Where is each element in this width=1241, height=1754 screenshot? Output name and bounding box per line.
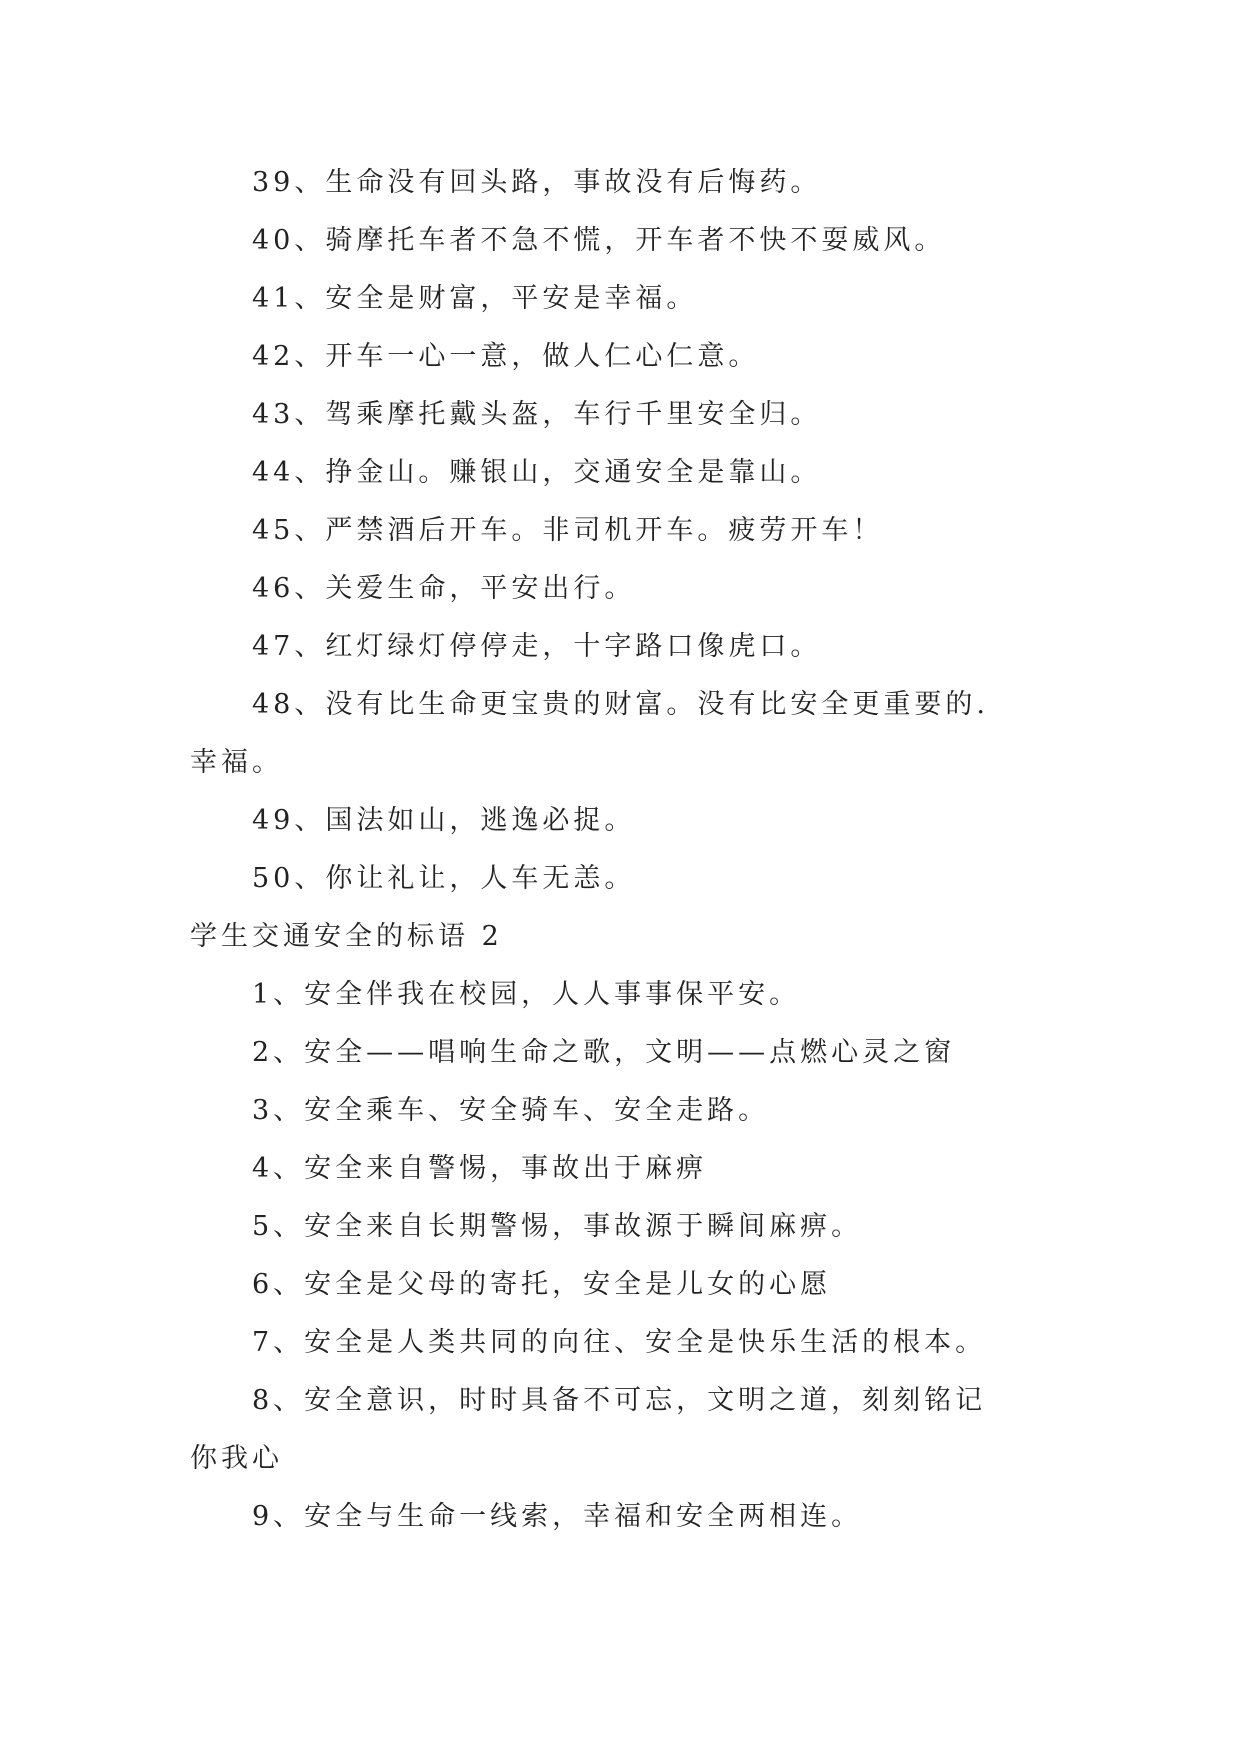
- slogan-48-line2: 幸福。: [190, 747, 283, 778]
- slogan-50: 50、你让礼让，人车无恙。: [252, 863, 636, 894]
- student-slogan-7: 7、安全是人类共同的向往、安全是快乐生活的根本。: [252, 1327, 987, 1358]
- slogan-43: 43、驾乘摩托戴头盔，车行千里安全归。: [252, 399, 822, 430]
- student-slogan-1: 1、安全伴我在校园，人人事事保平安。: [252, 979, 801, 1010]
- slogan-41: 41、安全是财富，平安是幸福。: [252, 283, 698, 314]
- slogan-48-line1: 48、没有比生命更宝贵的财富。没有比安全更重要的.: [252, 689, 989, 720]
- section-heading: 学生交通安全的标语 2: [190, 921, 503, 952]
- slogan-46: 46、关爱生命，平安出行。: [252, 573, 636, 604]
- student-slogan-2: 2、安全——唱响生命之歌，文明——点燃心灵之窗: [252, 1037, 956, 1068]
- student-slogan-9: 9、安全与生命一线索，幸福和安全两相连。: [252, 1501, 863, 1532]
- document-body: [190, 154, 1070, 1546]
- student-slogan-8-line2: 你我心: [190, 1443, 283, 1474]
- student-slogan-4: 4、安全来自警惕，事故出于麻痹: [252, 1153, 708, 1184]
- slogan-39: 39、生命没有回头路，事故没有后悔药。: [252, 167, 822, 198]
- student-slogan-5: 5、安全来自长期警惕，事故源于瞬间麻痹。: [252, 1211, 863, 1242]
- slogan-44: 44、挣金山。赚银山，交通安全是靠山。: [252, 457, 822, 488]
- slogan-42: 42、开车一心一意，做人仁心仁意。: [252, 341, 760, 372]
- student-slogan-6: 6、安全是父母的寄托，安全是儿女的心愿: [252, 1269, 832, 1300]
- slogan-47: 47、红灯绿灯停停走，十字路口像虎口。: [252, 631, 822, 662]
- slogan-45: 45、严禁酒后开车。非司机开车。疲劳开车！: [252, 515, 884, 546]
- slogan-40: 40、骑摩托车者不急不慌，开车者不快不耍威风。: [252, 225, 946, 256]
- student-slogan-8-line1: 8、安全意识，时时具备不可忘，文明之道，刻刻铭记: [252, 1385, 987, 1416]
- student-slogan-3: 3、安全乘车、安全骑车、安全走路。: [252, 1095, 770, 1126]
- slogan-49: 49、国法如山，逃逸必捉。: [252, 805, 636, 836]
